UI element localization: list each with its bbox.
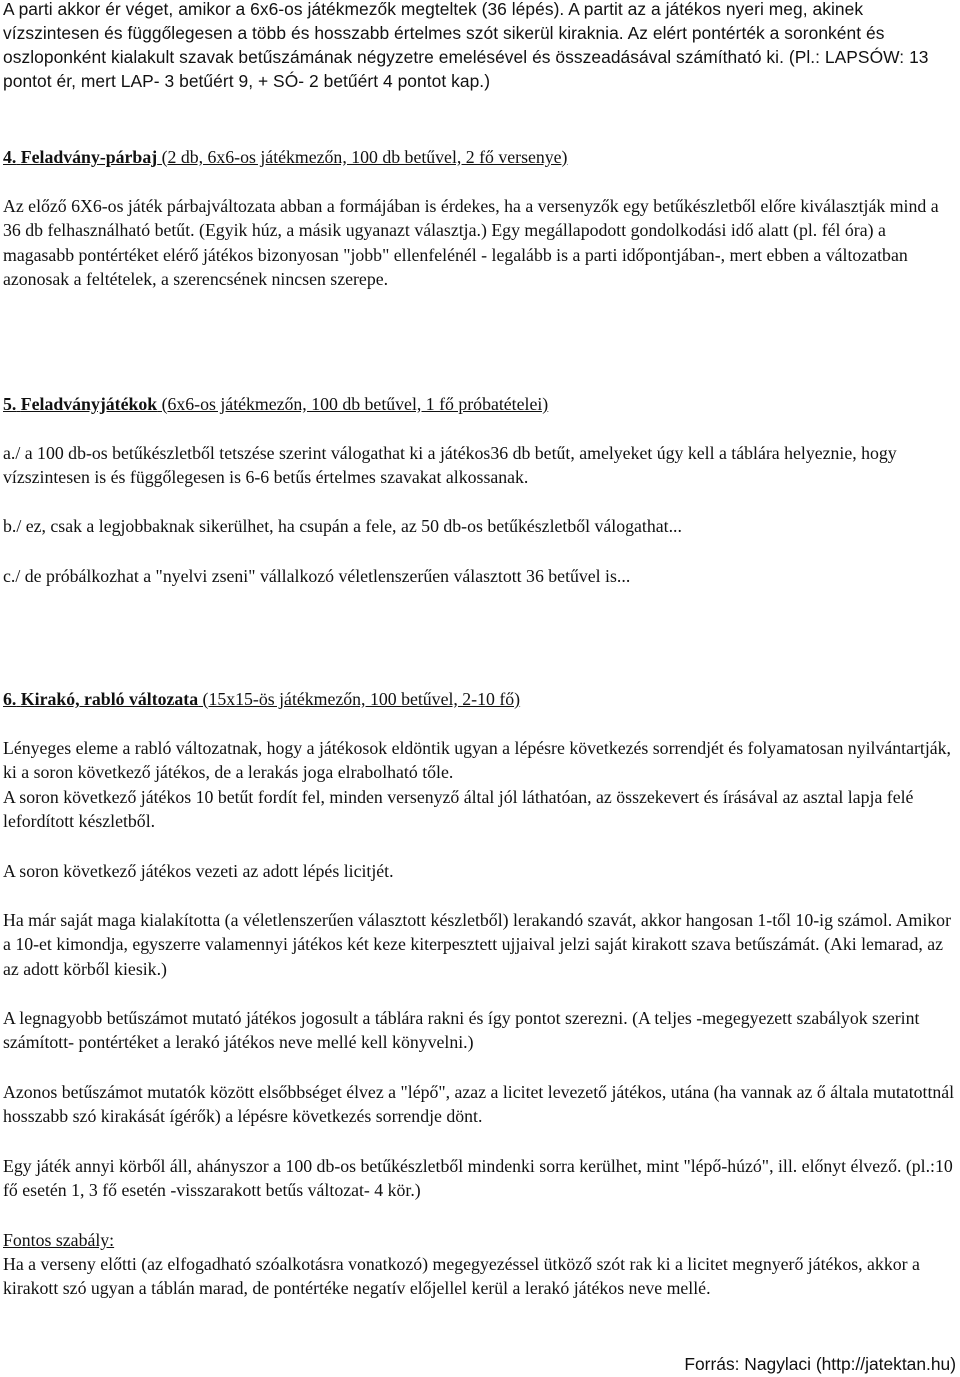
section6-paragraph-3: Ha már saját maga kialakította (a véletlenszerűen választott készletből) lerakandó szavát, akkor hangosan 1-től 10-ig számol. Amikor a 10-et kimondja, egyszerre valamennyi játékos két keze kiterpesztett ujjaival jelzi saját kirakott szava betűszámát. (Aki lemarad, az az adott körből kiesik.) (3, 910, 951, 979)
important-rule-heading (3, 1228, 957, 1252)
section6-paragraph-1b: A soron következő játékos 10 betűt fordít fel, minden versenyző által jól láthatóan, az összekevert és írásával az asztal lapja felé lefordított készletből. (3, 787, 914, 832)
section5-item-c: c./ de próbálkozhat a "nyelvi zseni" vállalkozó véletlenszerűen választott 36 betűvel is... (3, 566, 631, 586)
section4-title: Feladvány-párbaj (20, 147, 158, 167)
section4-number: 4. (3, 147, 17, 167)
section6-paragraph-2: A soron következő játékos vezeti az adott lépés licitjét. (3, 861, 394, 881)
source-credit: Forrás: Nagylaci (http://jatektan.hu) (684, 1354, 956, 1374)
section5-heading (3, 392, 957, 416)
section6-paragraph-1: Lényeges eleme a rabló változatnak, hogy a játékosok eldöntik ugyan a lépésre következés sorrendjét és folyamatosan nyilvántartják, ki a soron következő játékos, de a lerakás joga elrabolható tőle. (3, 738, 951, 783)
section6-number: 6. (3, 689, 17, 709)
section6-subtitle: (15x15-ös játékmezőn, 100 betűvel, 2-10 fő) (198, 689, 521, 709)
section6-title: Kirakó, rabló változata (20, 689, 199, 709)
section5-heading-underlined (3, 394, 548, 414)
section6-heading-underlined (3, 689, 520, 709)
section6-heading (3, 687, 957, 711)
section4-subtitle: (2 db, 6x6-os játékmezőn, 100 db betűvel, 2 fő versenye) (157, 147, 568, 167)
section4-heading-underlined (3, 147, 567, 167)
section6-paragraph-5: Azonos betűszámot mutatók között elsőbbséget élvez a "lépő", azaz a licitet levezető játékos, utána (ha vannak az ő általa mutatottnál hosszabb szó kirakását ígérők) a lépésre következés sorrendje dönt. (3, 1082, 955, 1127)
important-rule-heading-text: Fontos szabály: (3, 1230, 115, 1250)
section5-subtitle: (6x6-os játékmezőn, 100 db betűvel, 1 fő próbatételei) (157, 394, 549, 414)
intro-paragraph: A parti akkor ér véget, amikor a 6x6-os játékmezők megteltek (36 lépés). A partit az a játékos nyeri meg, akinek vízszintesen és függőlegesen a több és hosszabb értelmes szót sikerül kiraknia. Az elért pontérték a soronként és oszloponként kialakult szavak betűszámának négyzetre emelésével és összeadásával számítható ki. (Pl.: LAPSÓW: 13 pontot ér, mert LAP- 3 betűért 9, + SÓ- 2 betűért 4 pontot kap.) (3, 0, 929, 91)
section5-item-b: b./ ez, csak a legjobbaknak sikerülhet, ha csupán a fele, az 50 db-os betűkészletből válogathat... (3, 516, 682, 536)
important-rule-text: Ha a verseny előtti (az elfogadható szóalkotásra vonatkozó) megegyezéssel ütköző szót rak ki a licitet megnyerő játékos, akkor a kirakott szó ugyan a táblán marad, de pontértéke negatív előjellel kerül a lerakó játékos neve mellé. (3, 1254, 920, 1299)
section6-paragraph-4: A legnagyobb betűszámot mutató játékos jogosult a táblára rakni és így pontot szerezni. (A teljes -megegyezett szabályok szerint számított- pontértéket a lerakó játékos neve mellé kell könyvelni.) (3, 1008, 920, 1053)
section5-title: Feladványjátékok (20, 394, 158, 414)
section4-paragraph: Az előző 6X6-os játék párbajváltozata abban a formájában is érdekes, ha a versenyzők egy betűkészletből előre kiválasztják mind a 36 db felhasználható betűt. (Egyik húz, a másik ugyanazt választja.) Egy megállapodott gondolkodási idő alatt (pl. fél óra) a magasabb pontértéket elérő játékos bizonyosan "jobb" ellenfelénél - legalább is a parti időpontjában-, mert ebben a változatban azonosak a feltételek, a szerencsének nincsen szerepe. (3, 196, 939, 290)
section5-item-a: a./ a 100 db-os betűkészletből tetszése szerint válogathat ki a játékos36 db betűt, amelyeket úgy kell a táblára helyeznie, hogy vízszintesen is és függőlegesen is 6-6 betűs értelmes szavakat alkossanak. (3, 443, 897, 488)
section5-number: 5. (3, 394, 17, 414)
section6-paragraph-6: Egy játék annyi körből áll, ahányszor a 100 db-os betűkészletből mindenki sorra kerülhet, mint "lépő-húzó", ill. előnyt élvező. (pl.:10 fő esetén 1, 3 fő esetén -visszarakott betűs változat- 4 kör.) (3, 1156, 953, 1201)
section4-heading (3, 145, 957, 169)
